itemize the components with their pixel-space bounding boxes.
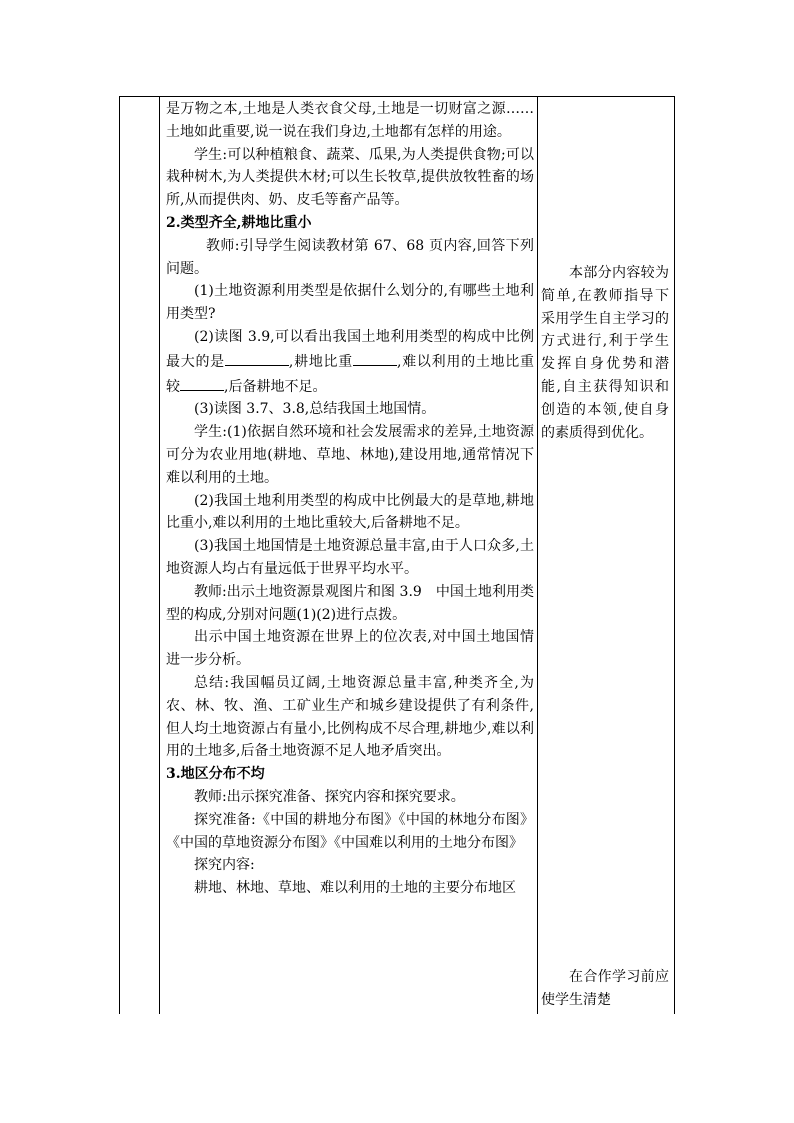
design-note: 在合作学习前应使学生清楚 <box>541 969 669 1008</box>
question-text: (2)读图 3.9,可以看出我国土地利用类型的构成中比例最大的是 <box>166 328 534 370</box>
paragraph: 探究内容: <box>194 857 255 874</box>
table-border-left <box>119 96 120 1014</box>
section-heading: 3.地区分布不均 <box>166 766 265 783</box>
section-heading: 2.类型齐全,耕地比重小 <box>166 214 312 231</box>
paragraph: (1)土地资源利用类型是依据什么划分的,有哪些土地利用类型? <box>166 283 534 323</box>
lesson-table <box>119 96 675 1014</box>
paragraph: 总结:我国幅员辽阔,土地资源总量丰富,种类齐全,为农、林、牧、渔、工矿业生产和城乡建设提供了有利条件,但人均土地资源占有量小,比例构成不尽合理,耕地少,难以利用的土地多,后备土地资源不足人地矛盾突出。 <box>166 674 534 760</box>
paragraph: 是万物之本,土地是人类衣食父母,土地是一切财富之源……土地如此重要,说一说在我们身边,土地都有怎样的用途。 <box>166 101 534 140</box>
question-text: ,难以利用的土地比重较 <box>166 353 535 395</box>
paragraph: 耕地、林地、草地、难以利用的土地的主要分布地区 <box>194 880 516 897</box>
table-border-right <box>674 96 675 1014</box>
paragraph: 教师:出示土地资源景观图片和图 3.9 中国土地利用类型的构成,分别对问题(1)(2)进行点拨。 <box>166 583 534 623</box>
paragraph: (3)读图 3.7、3.8,总结我国土地国情。 <box>194 401 436 418</box>
question-text: ,后备耕地不足。 <box>224 378 327 395</box>
answer-blank <box>225 349 289 366</box>
paragraph: 探究准备:《中国的耕地分布图》《中国的林地分布图》《中国的草地资源分布图》《中国难以利用的土地分布图》 <box>166 811 534 851</box>
paragraph: 学生:(1)依据自然环境和社会发展需求的差异,土地资源可分为农业用地(耕地、草地、林地),建设用地,通常情况下难以利用的土地。 <box>166 424 534 486</box>
main-content-cell <box>166 98 534 900</box>
table-divider-2 <box>537 96 538 1014</box>
answer-blank <box>353 349 397 366</box>
table-top-border <box>119 96 675 97</box>
paragraph: 教师:引导学生阅读教材第 67、68 页内容,回答下列问题。 <box>166 237 534 277</box>
paragraph: 学生:可以种植粮食、蔬菜、瓜果,为人类提供食物;可以栽种树木,为人类提供木材;可以生长牧草,提供放牧牲畜的场所,从而提供肉、奶、皮毛等畜产品等。 <box>166 146 534 209</box>
question-text: ,耕地比重 <box>288 353 354 370</box>
answer-blank <box>180 374 224 391</box>
table-divider-1 <box>159 96 160 1014</box>
paragraph: (3)我国土地国情是土地资源总量丰富,由于人口众多,土地资源人均占有量远低于世界平均水平。 <box>166 538 534 577</box>
paragraph: (2)我国土地利用类型的构成中比例最大的是草地,耕地比重小,难以利用的土地比重较大,后备耕地不足。 <box>166 492 534 532</box>
design-note-cell <box>541 966 669 1012</box>
paragraph: 教师:出示探究准备、探究内容和探究要求。 <box>194 788 465 805</box>
design-note: 本部分内容较为简单,在教师指导下采用学生自主学习的方式进行,利于学生发挥自身优势和潜能,自主获得知识和创造的本领,使自身的素质得到优化。 <box>541 265 669 441</box>
fill-blank-question <box>166 326 534 398</box>
design-note-cell <box>541 262 669 444</box>
paragraph: 出示中国土地资源在世界上的位次表,对中国土地国情进一步分析。 <box>166 629 534 669</box>
